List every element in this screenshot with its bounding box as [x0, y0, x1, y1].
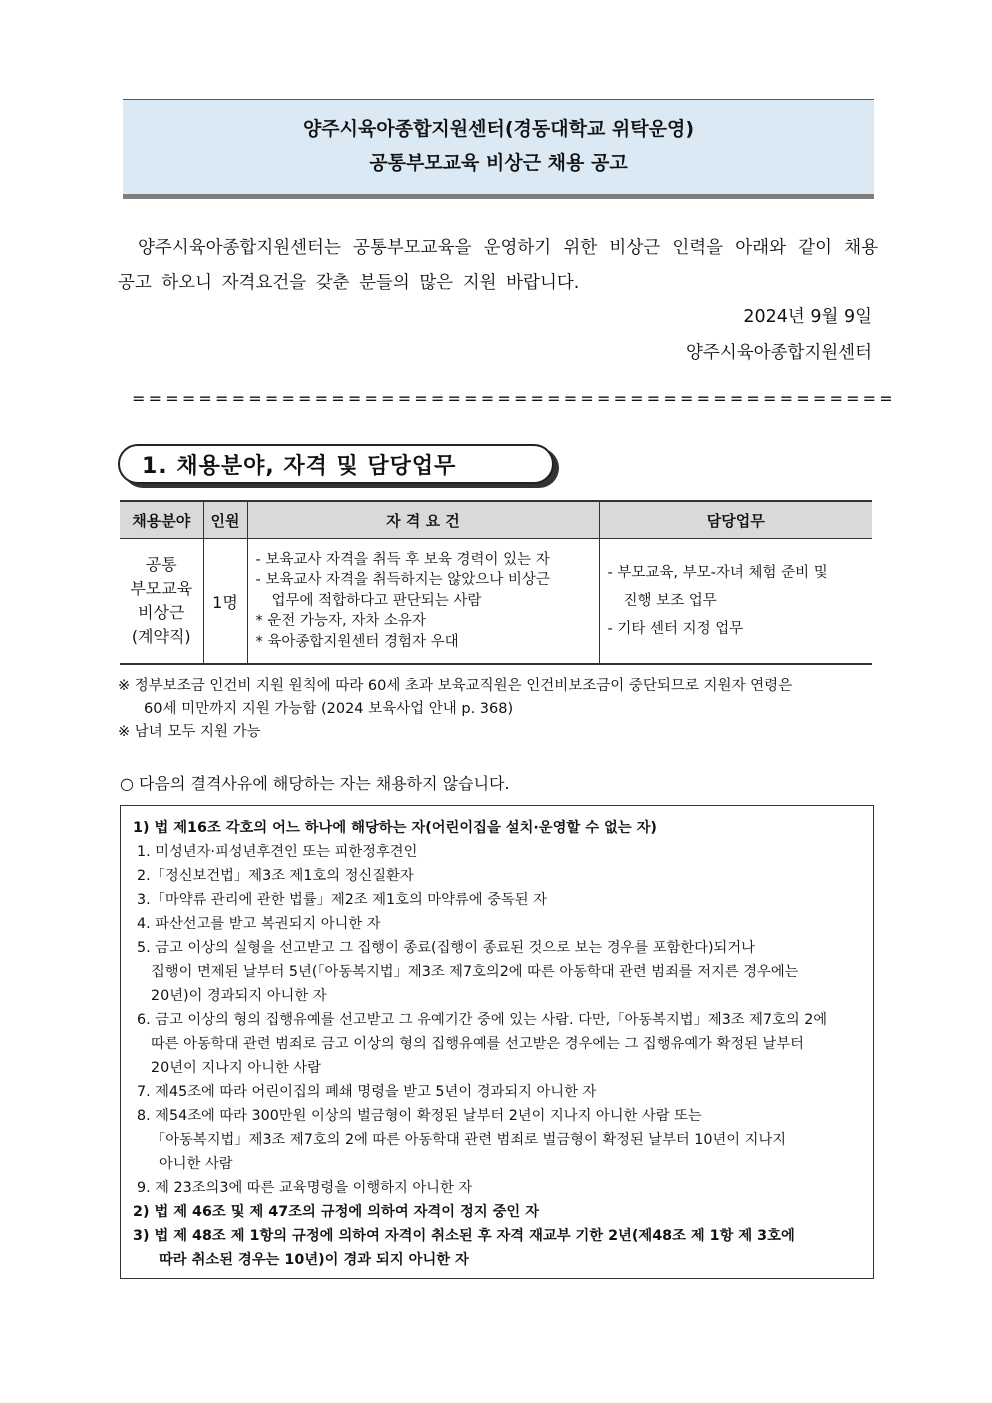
field-line: 비상근: [138, 603, 185, 622]
section-1-title: [118, 444, 554, 484]
reason-line: 20년)이 경과되지 아니한 자: [151, 988, 327, 1004]
note-line: ※ 남녀 모두 지원 가능: [118, 724, 261, 740]
announcement-date: 2024년 9월 9일: [743, 307, 872, 327]
field-line: (계약직): [131, 627, 191, 646]
reason-line: 아니한 사람: [159, 1156, 233, 1172]
title-line-1: 양주시육아종합지원센터(경동대학교 위탁운영): [302, 118, 695, 140]
organization-name: 양주시육아종합지원센터: [686, 343, 872, 363]
divider-line: ==============================================: [132, 389, 896, 408]
table-header-row: [120, 501, 872, 539]
qualification-item: 업무에 적합하다고 판단되는 사람: [271, 592, 482, 609]
reason-line: 2) 법 제 46조 및 제 47조의 규정에 의하여 자격이 정지 중인 자: [133, 1204, 540, 1220]
duty-item: 진행 보조 업무: [623, 593, 717, 609]
header-field: 채용분야: [120, 501, 203, 539]
reason-line: 1) 법 제16조 각호의 어느 하나에 해당하는 자(어린이집을 설치·운영할 수 없는 자): [133, 820, 657, 836]
disqualification-box: [120, 805, 874, 1279]
qualification-item: * 육아종합지원센터 경험자 우대: [255, 633, 459, 650]
intro-text: 양주시육아종합지원센터는 공통부모교육을 운영하기 위한 비상근 인력을 아래와 같이 채용 공고 하오니 자격요건을 갖춘 분들의 많은 지원 바랍니다.: [118, 238, 878, 293]
qualification-item: - 보육교사 자격을 취득 후 보육 경력이 있는 자: [255, 551, 550, 568]
section-1-title-text: 1. 채용분야, 자격 및 담당업무: [142, 454, 457, 479]
reason-line: 「아동복지법」제3조 제7호의 2에 따른 아동학대 관련 범죄로 벌금형이 확정된 날부터 10년이 지나지: [151, 1132, 787, 1148]
reason-line: 2.「정신보건법」제3조 제1호의 정신질환자: [137, 868, 414, 884]
disqualification-intro: ○ 다음의 결격사유에 해당하는 자는 채용하지 않습니다.: [120, 774, 510, 793]
reason-line: 따라 취소된 경우는 10년)이 경과 되지 아니한 자: [159, 1252, 469, 1268]
title-banner: [123, 99, 874, 199]
field-cell: [120, 539, 203, 665]
reason-line: 3.「마약류 관리에 관한 법률」제2조 제1호의 마약류에 중독된 자: [137, 892, 547, 908]
note-line: ※ 정부보조금 인건비 지원 원칙에 따라 60세 초과 보육교직원은 인건비보조금이 중단되므로 지원자 연령은: [118, 678, 793, 694]
reason-line: 5. 금고 이상의 실형을 선고받고 그 집행이 종료(집행이 종료된 것으로 보는 경우를 포함한다)되거나: [137, 940, 755, 956]
duties-cell: [599, 539, 872, 665]
reason-line: 7. 제45조에 따라 어린이집의 폐쇄 명령을 받고 5년이 경과되지 아니한 자: [137, 1084, 597, 1100]
intro-paragraph: [118, 231, 878, 301]
title-line-2: 공통부모교육 비상근 채용 공고: [369, 152, 628, 174]
reason-line: 3) 법 제 48조 제 1항의 규정에 의하여 자격이 취소된 후 자격 재교부 기한 2년(제48조 제 1항 제 3호에: [133, 1228, 795, 1244]
reason-line: 4. 파산선고를 받고 복권되지 아니한 자: [137, 916, 381, 932]
reason-line: 6. 금고 이상의 형의 집행유예를 선고받고 그 유예기간 중에 있는 사람. 다만,「아동복지법」제3조 제7호의 2에: [137, 1012, 828, 1028]
header-qualifications: 자 격 요 건: [247, 501, 599, 539]
table-row: [120, 539, 872, 665]
recruitment-table: [120, 500, 872, 665]
field-line: 공통: [145, 555, 177, 574]
reason-line: 9. 제 23조의3에 따른 교육명령을 이행하지 아니한 자: [137, 1180, 473, 1196]
duty-item: - 기타 센터 지정 업무: [607, 621, 744, 637]
reason-line: 8. 제54조에 따라 300만원 이상의 벌금형이 확정된 날부터 2년이 지나지 아니한 사람 또는: [137, 1108, 702, 1124]
qualification-item: * 운전 가능자, 자차 소유자: [255, 613, 426, 630]
reason-line: 따른 아동학대 관련 범죄로 금고 이상의 형의 집행유예를 선고받은 경우에는 그 집행유예가 확정된 날부터: [151, 1036, 804, 1052]
notes: [118, 675, 888, 744]
note-line: 60세 미만까지 지원 가능함 (2024 보육사업 안내 p. 368): [144, 701, 514, 717]
reason-line: 20년이 지나지 아니한 사람: [151, 1060, 321, 1076]
count-cell: 1명: [203, 539, 247, 665]
duty-item: - 부모교육, 부모-자녀 체험 준비 및: [607, 565, 828, 581]
qualification-item: - 보육교사 자격을 취득하지는 않았으나 비상근: [255, 572, 550, 589]
header-count: 인원: [203, 501, 247, 539]
header-duties: 담당업무: [599, 501, 872, 539]
qualifications-cell: [247, 539, 599, 665]
reason-line: 집행이 면제된 날부터 5년(「아동복지법」제3조 제7호의2에 따른 아동학대 관련 범죄를 저지른 경우에는: [151, 964, 799, 980]
reason-line: 1. 미성년자·피성년후견인 또는 피한정후견인: [137, 844, 418, 860]
field-line: 부모교육: [130, 579, 193, 598]
